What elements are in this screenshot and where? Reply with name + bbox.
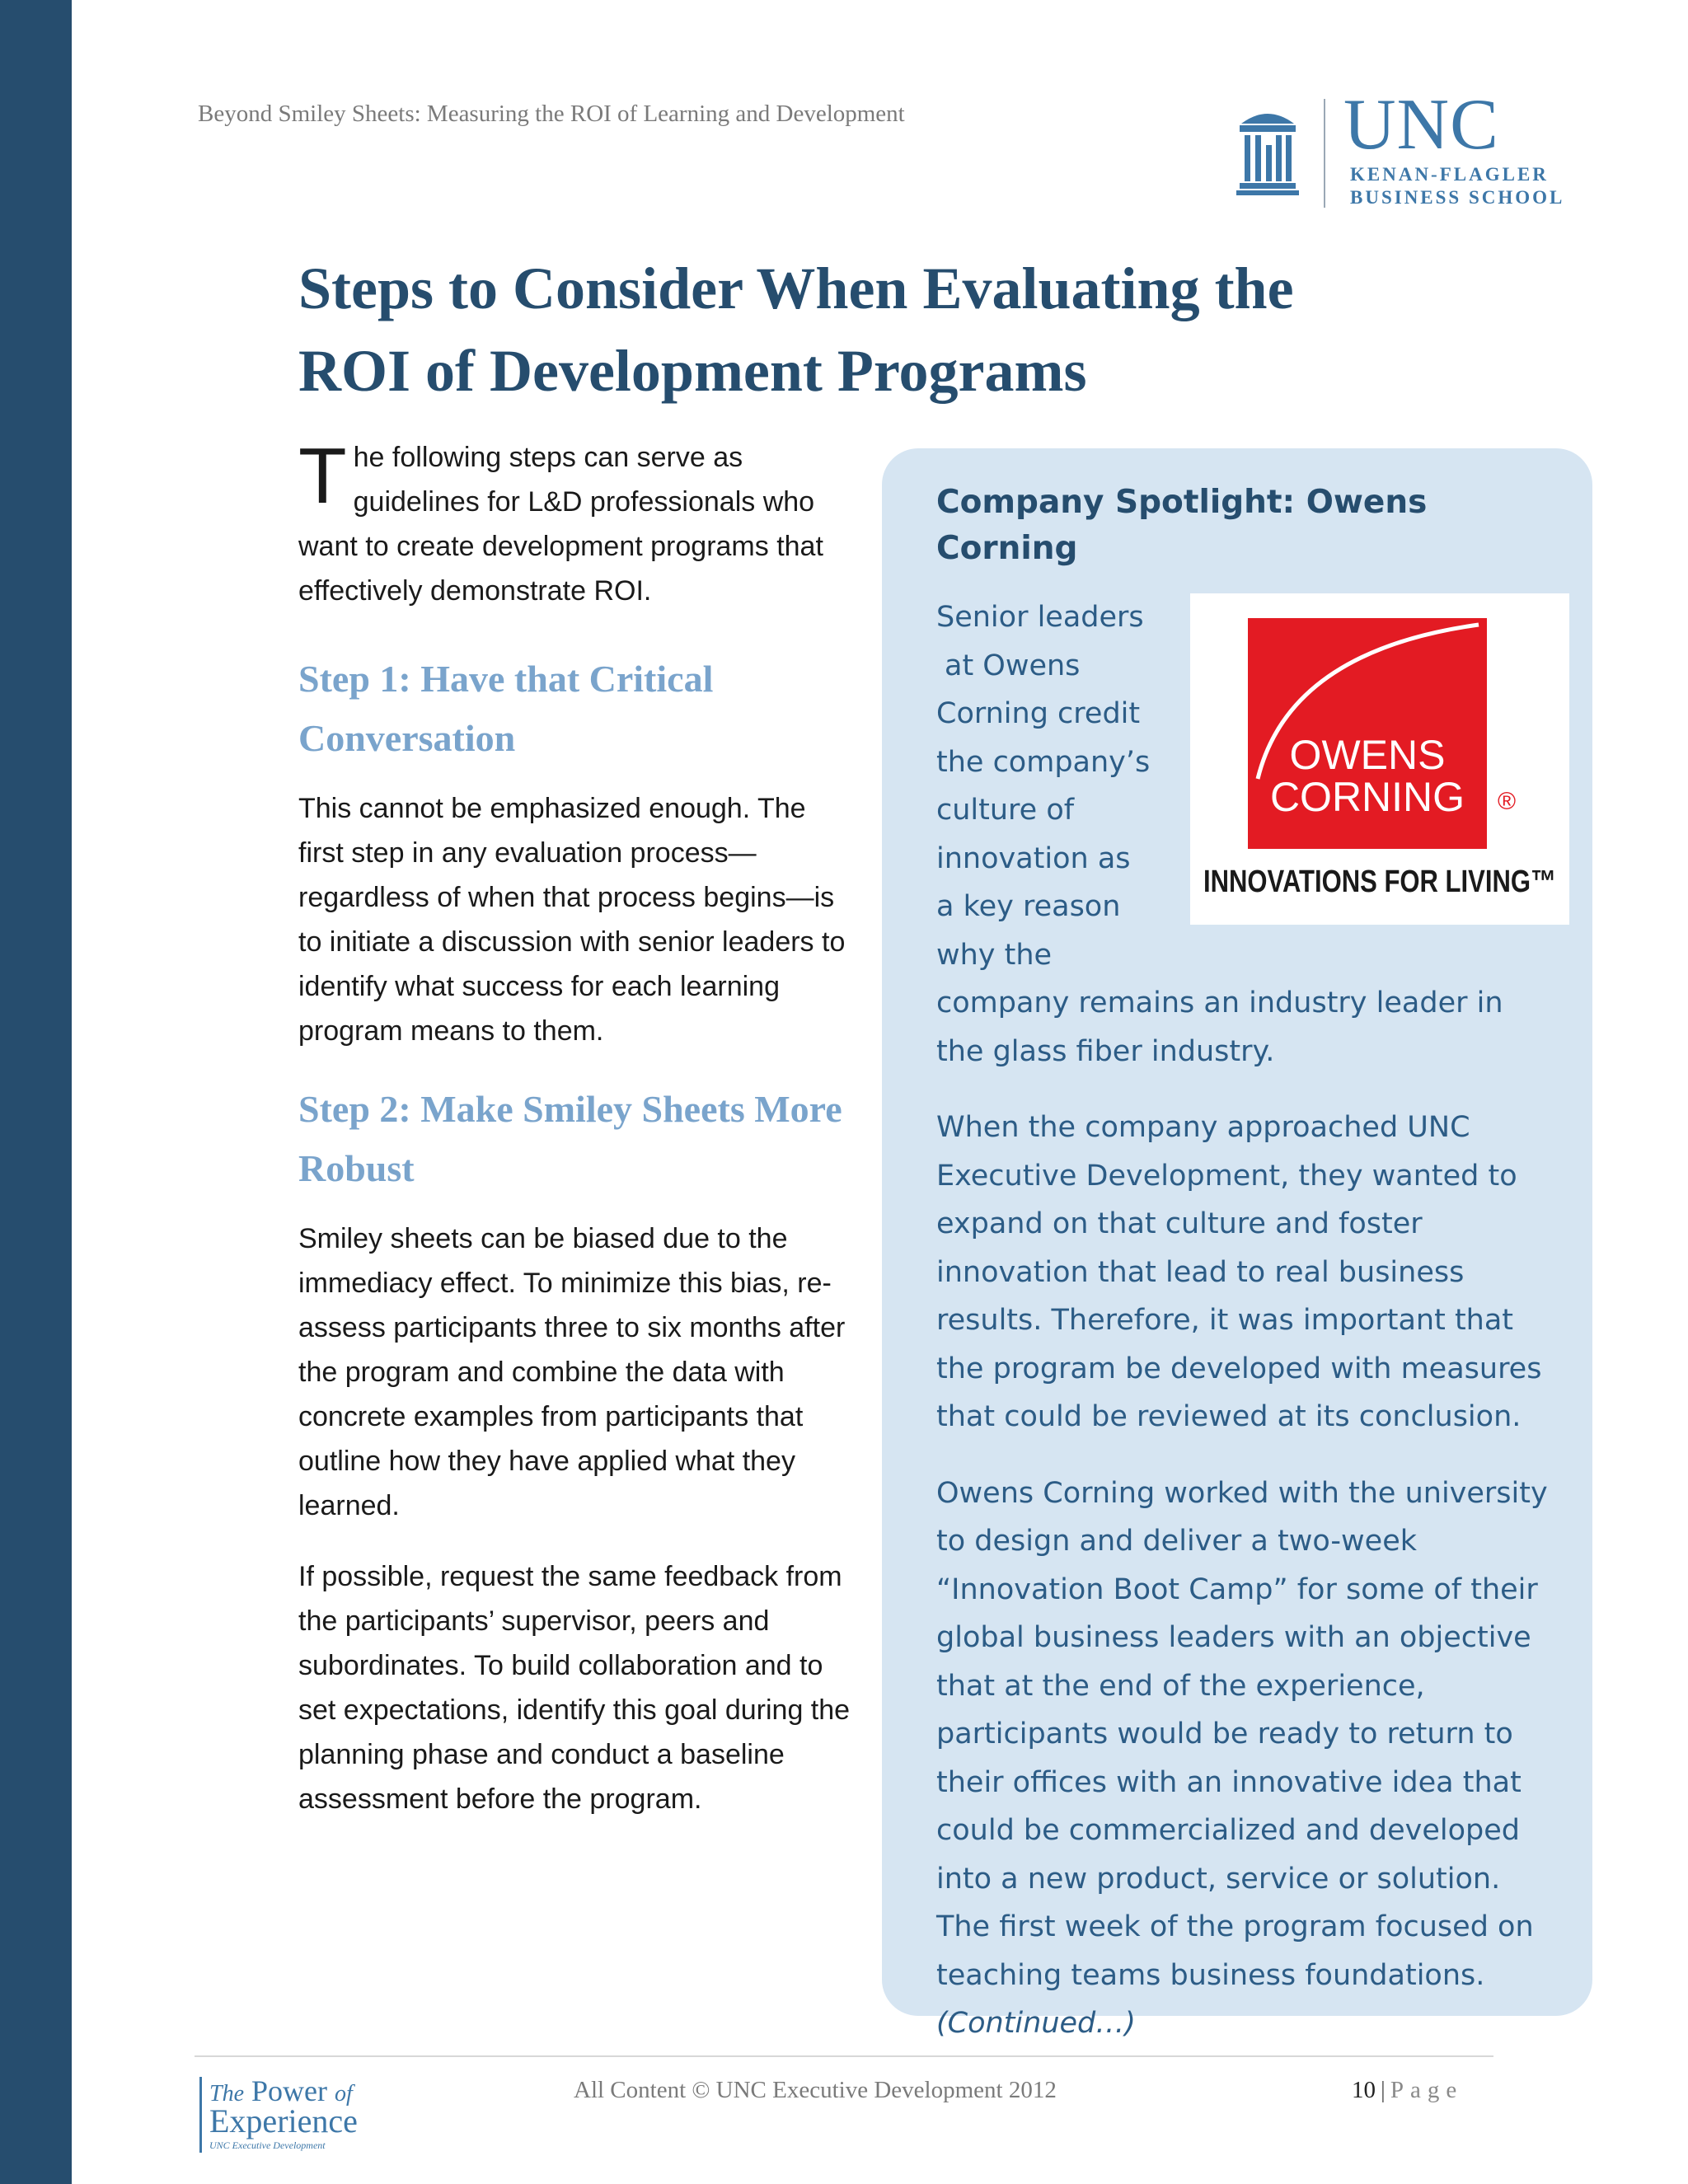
left-column (298, 432, 851, 1848)
p3-text: Owens Corning worked with the university to design and deliver a two-week “Innovation Boot Camp” for some of their global business leaders with an objective that at the end of the experience, participants would be ready to return to their offices with an innovative idea that could be commercialized and developed into a new product, service or solution. The first week of the program focused on teaching teams business foundations. (936, 1476, 1548, 1992)
page-separator: | (1381, 2077, 1386, 2103)
logo-word-owens: OWENS (1289, 732, 1446, 778)
logo-divider (1324, 99, 1325, 208)
footer-divider (195, 2055, 1493, 2057)
spotlight-paragraph-2: When the company approached UNC Executive Development, they wanted to expand on that culture and foster innovation that lead to real business results. Therefore, it was important that the program be developed with measures that could be reviewed at its conclusion. (936, 1111, 1542, 1433)
page-title-line1: Steps to Consider When Evaluating the (298, 255, 1294, 321)
brand-the: The (209, 2081, 244, 2107)
logo-tagline: INNOVATIONS FOR LIVING™ (1203, 865, 1556, 899)
spotlight-heading: Company Spotlight: Owens Corning (936, 484, 1428, 567)
p1-rest: why the company remains an industry leader in the glass fiber industry. (936, 938, 1503, 1068)
p1-line-2: at Owens (945, 649, 1081, 682)
p1-line-1: Senior leaders (936, 601, 1144, 634)
owens-corning-logo-graphic (1190, 593, 1569, 925)
logo-word-corning: CORNING (1269, 774, 1465, 820)
drop-cap: T (298, 432, 347, 520)
step1-body: This cannot be emphasized enough. The first step in any evaluation process—regardless of when that process begins—is to initiate a discussion with senior leaders to identify what success for each learning program means to them. (298, 793, 846, 1047)
p1-line-5: culture of (936, 794, 1075, 827)
page-title-line2: ROI of Development Programs (298, 338, 1087, 404)
left-sidebar-bar (0, 0, 72, 2184)
power-of-experience-logo (199, 2074, 397, 2156)
step2-body2: If possible, request the same feedback from the participants’ supervisor, peers and subordinates. To build collaboration and to set expectations, identify this goal during the planning phase and conduct a baseline assessment before the program. (298, 1561, 851, 1815)
brand-bar (199, 2077, 202, 2153)
logo-subtitle (1350, 163, 1564, 209)
brand-power: Power (251, 2074, 327, 2107)
continued-note: (Continued…) (936, 2007, 1136, 2040)
brand-experience: Experience (209, 2102, 358, 2139)
owens-corning-logo (1190, 593, 1569, 925)
spotlight-paragraph-3 (936, 1469, 1551, 2048)
logo-subtitle-line2: BUSINESS SCHOOL (1350, 187, 1565, 208)
step2-body1: Smiley sheets can be biased due to the immediacy effect. To minimize this bias, re-assess participants three to six months after the program and combine the data with concrete examples from participants that outline how they have applied what they learned. (298, 1223, 846, 1521)
p1-line-4: the company’s (936, 745, 1151, 779)
p1-line-3: Corning credit (936, 697, 1141, 730)
step1-heading: Step 1: Have that Critical Conversation (298, 658, 714, 759)
registered-mark: ® (1497, 788, 1517, 815)
page-label: Page (1390, 2077, 1464, 2103)
running-header: Beyond Smiley Sheets: Measuring the ROI of Learning and Development (198, 101, 905, 127)
company-spotlight-box (882, 448, 1592, 2040)
brand-subtitle: UNC Executive Development (209, 2139, 326, 2151)
page-title (298, 247, 1535, 412)
footer-copyright: All Content © UNC Executive Development 2012 (574, 2077, 1057, 2103)
intro-text: he following steps can serve as guidelines for L&D professionals who want to create development programs that effectively demonstrate ROI. (298, 442, 823, 607)
p1-line-7: a key reason (936, 890, 1121, 923)
intro-paragraph (298, 432, 851, 613)
p1-line-6: innovation as (936, 841, 1131, 875)
logo-subtitle-line1: KENAN-FLAGLER (1350, 164, 1549, 185)
step2-heading: Step 2: Make Smiley Sheets More Robust (298, 1088, 842, 1189)
brand-of: of (335, 2081, 353, 2107)
page-number-value: 10 (1352, 2077, 1376, 2103)
page-number (1352, 2077, 1463, 2104)
logo-wordmark: UNC (1343, 85, 1499, 165)
